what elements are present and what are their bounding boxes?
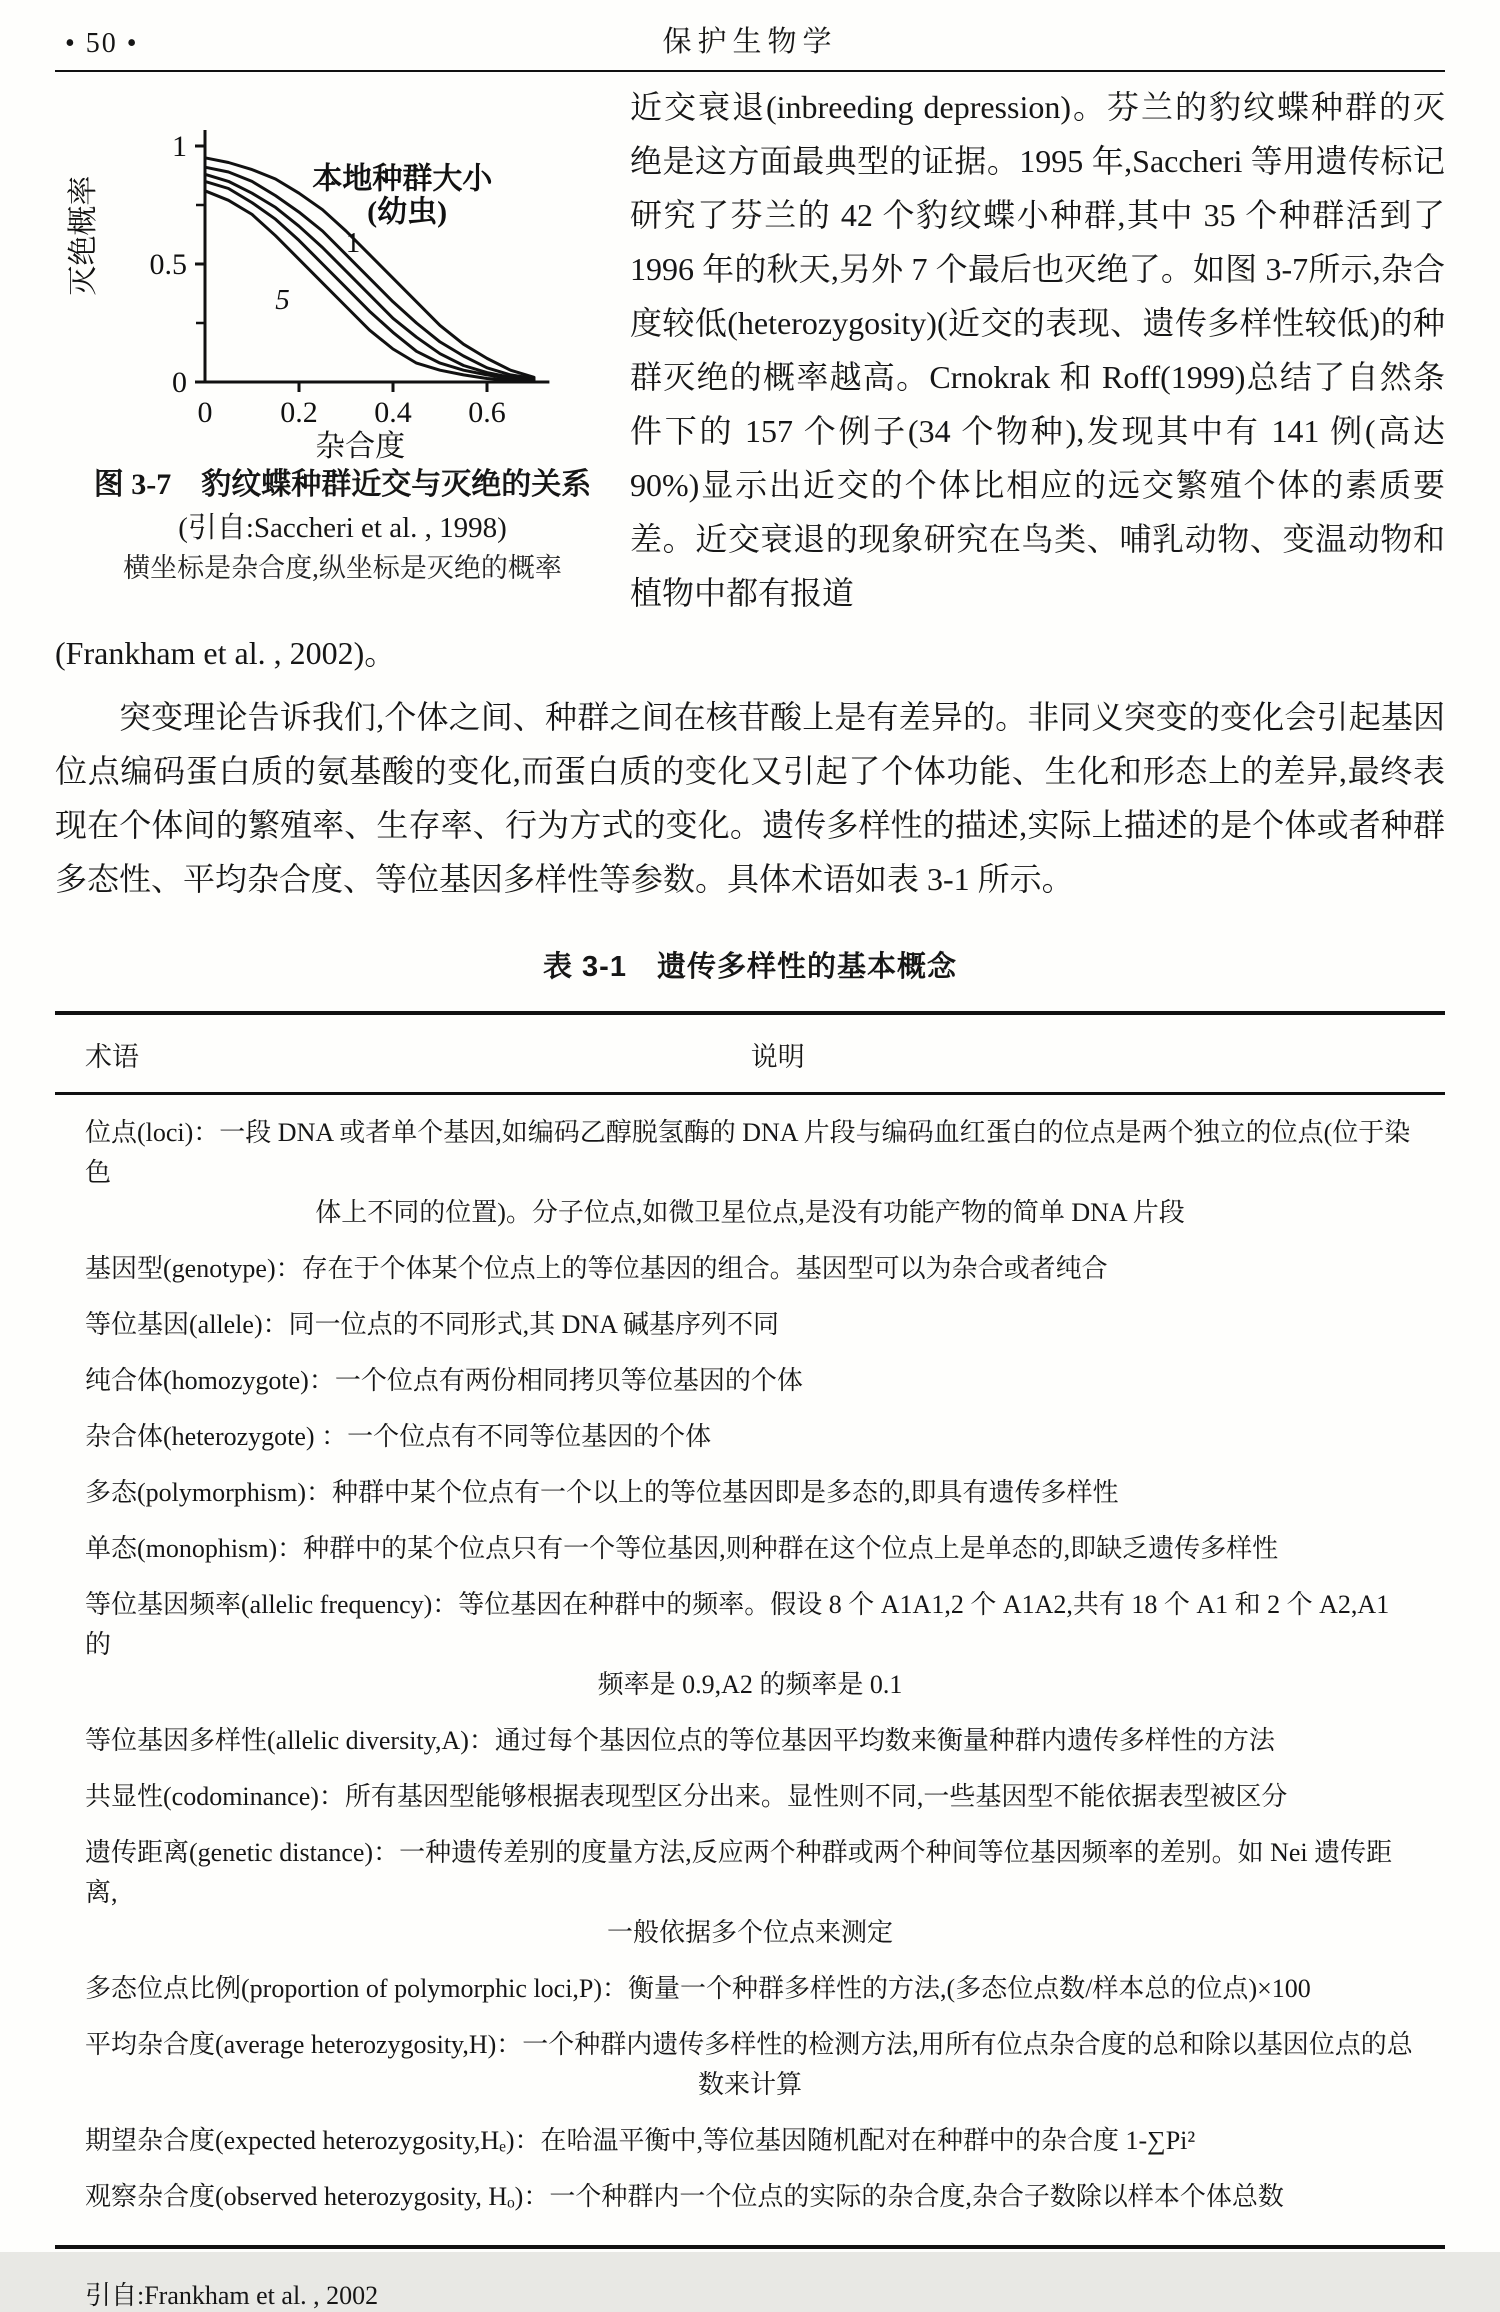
table-title: 表 3-1 遗传多样性的基本概念 [543, 951, 957, 983]
svg-text:0.5: 0.5 [149, 248, 187, 281]
line-chart-svg [55, 86, 615, 463]
figure-caption-note: 横坐标是杂合度,纵坐标是灭绝的概率 [123, 553, 562, 583]
table-row-text: 单态(monophism)：种群中的某个位点只有一个等位基因,则种群在这个位点上是单态的,即缺乏遗传多样性 [85, 1534, 1279, 1563]
table-row [85, 2025, 1415, 2105]
table-row-text: 共显性(codominance)：所有基因型能够根据表现型区分出来。显性则不同,一些基因型不能依据表型被区分 [85, 1782, 1288, 1811]
svg-text:(幼虫): (幼虫) [367, 195, 448, 229]
extinction-chart [55, 86, 630, 463]
table-row-continuation: 一般依据多个位点来测定 [606, 1918, 893, 1947]
table-row-text: 等位基因(allele)：同一位点的不同形式,其 DNA 碱基序列不同 [85, 1310, 780, 1339]
table-row-text: 基因型(genotype)：存在于个体某个位点上的等位基因的组合。基因型可以为杂合或者纯合 [85, 1254, 1108, 1283]
table-source: 引自:Frankham et al. , 2002 [85, 2281, 379, 2310]
figure-caption [55, 463, 630, 587]
svg-text:0: 0 [197, 396, 213, 429]
paragraph-1: 近交衰退(inbreeding depression)。芬兰的豹纹蝶种群的灭绝是这方面最典型的证据。1995 年,Saccheri 等用遗传标记研究了芬兰的 42 个豹纹蝶小种群,其中 35 个种群活到了 1996 年的秋天,另外 7 个最后也灭绝了。如图 3-7所示,杂合度较低(heterozygosity)(近交的表现、遗传多样性较低)的种群灭绝的概率越高。Crnokrak 和 Roff(1999)总结了自然条件下的 157 个例子(34 个物种),发现其中有 141 例(高达 90%)显示出近交的个体比相应的远交繁殖个体的素质要差。近交衰退的现象研究在鸟类、哺乳动物、变温动物和植物中都有报道 [630, 89, 1445, 611]
svg-text:0.4: 0.4 [374, 396, 412, 429]
table-row-continuation: 体上不同的位置)。分子位点,如微卫星位点,是没有功能产物的简单 DNA 片段 [315, 1198, 1185, 1227]
table-row-text: 平均杂合度(average heterozygosity,H)：一个种群内遗传多样性的检测方法,用所有位点杂合度的总和除以基因位点的总 [85, 2030, 1413, 2059]
table-col-term: 术语 [85, 1042, 139, 1072]
svg-text:5: 5 [275, 283, 290, 316]
figure-3-7 [55, 80, 630, 620]
right-column [630, 80, 1445, 620]
table-header [55, 1015, 1445, 1095]
svg-text:1: 1 [172, 130, 187, 163]
figure-caption-source: (引自:Saccheri et al. , 1998) [178, 512, 507, 544]
top-section [55, 80, 1445, 620]
svg-text:0.2: 0.2 [280, 396, 318, 429]
table-row-text: 等位基因频率(allelic frequency)：等位基因在种群中的频率。假设 8 个 A1A1,2 个 A1A2,共有 18 个 A1 和 2 个 A2,A1 的 [85, 1590, 1390, 1659]
table-row [85, 1249, 1415, 1289]
table-row-text: 位点(loci)：一段 DNA 或者单个基因,如编码乙醇脱氢酶的 DNA 片段与编码血红蛋白的位点是两个独立的位点(位于染色 [85, 1118, 1411, 1187]
svg-text:0: 0 [172, 366, 187, 399]
svg-text:灭绝概率: 灭绝概率 [67, 175, 100, 296]
table-row [85, 1777, 1415, 1817]
table-row-text: 遗传距离(genetic distance)：一种遗传差别的度量方法,反应两个种群或两个种间等位基因频率的差别。如 Nei 遗传距离, [85, 1838, 1393, 1907]
svg-text:本地种群大小: 本地种群大小 [312, 162, 493, 196]
table-row-text: 等位基因多样性(allelic diversity,A)：通过每个基因位点的等位基因平均数来衡量种群内遗传多样性的方法 [85, 1726, 1275, 1755]
table-3-1 [55, 1011, 1445, 2249]
table-row-text: 杂合体(heterozygote) ：一个位点有不同等位基因的个体 [85, 1422, 712, 1451]
table-row [85, 1113, 1415, 1233]
book-title: 保护生物学 [662, 26, 838, 58]
table-body [55, 1095, 1445, 2249]
table-row [85, 1305, 1415, 1345]
table-row-text: 纯合体(homozygote)：一个位点有两份相同拷贝等位基因的个体 [85, 1366, 803, 1395]
table-row [85, 2177, 1415, 2217]
table-row-continuation: 数来计算 [697, 2070, 802, 2099]
table-row [85, 1529, 1415, 1569]
table-row-continuation: 频率是 0.9,A2 的频率是 0.1 [597, 1670, 903, 1699]
table-row [85, 1969, 1415, 2009]
table-row-text: 多态(polymorphism)：种群中某个位点有一个以上的等位基因即是多态的,即具有遗传多样性 [85, 1478, 1119, 1507]
table-row [85, 1473, 1415, 1513]
table-row-text: 多态位点比例(proportion of polymorphic loci,P)：衡量一个种群多样性的方法,(多态位点数/样本总的位点)×100 [85, 1974, 1311, 2003]
table-row [85, 1721, 1415, 1761]
paragraph-1-tail: (Frankham et al. , 2002)。 [55, 635, 397, 671]
table-row-text: 期望杂合度(expected heterozygosity,Hₑ)：在哈温平衡中,等位基因随机配对在种群中的杂合度 1-∑Pi² [85, 2126, 1196, 2155]
running-head [55, 0, 1445, 72]
table-row [85, 1585, 1415, 1705]
paragraph-2: 突变理论告诉我们,个体之间、种群之间在核苷酸上是有差异的。非同义突变的变化会引起基因位点编码蛋白质的氨基酸的变化,而蛋白质的变化又引起了个体功能、生化和形态上的差异,最终表现在个体间的繁殖率、生存率、行为方式的变化。遗传多样性的描述,实际上描述的是个体或者种群多态性、平均杂合度、等位基因多样性等参数。具体术语如表 3-1 所示。 [55, 699, 1445, 897]
figure-caption-title: 图 3-7 豹纹蝶种群近交与灭绝的关系 [93, 468, 592, 501]
table-row [85, 1833, 1415, 1953]
svg-text:杂合度: 杂合度 [315, 430, 406, 463]
svg-text:0.6: 0.6 [468, 396, 506, 429]
svg-text:1: 1 [345, 227, 361, 260]
table-row [85, 2121, 1415, 2161]
table-col-desc: 说明 [750, 1042, 805, 1072]
table-row [85, 1361, 1415, 1401]
table-row-text: 观察杂合度(observed heterozygosity, Hₒ)：一个种群内一个位点的实际的杂合度,杂合子数除以样本个体总数 [85, 2182, 1284, 2211]
table-row [85, 1417, 1415, 1457]
page-number: • 50 • [65, 28, 139, 59]
